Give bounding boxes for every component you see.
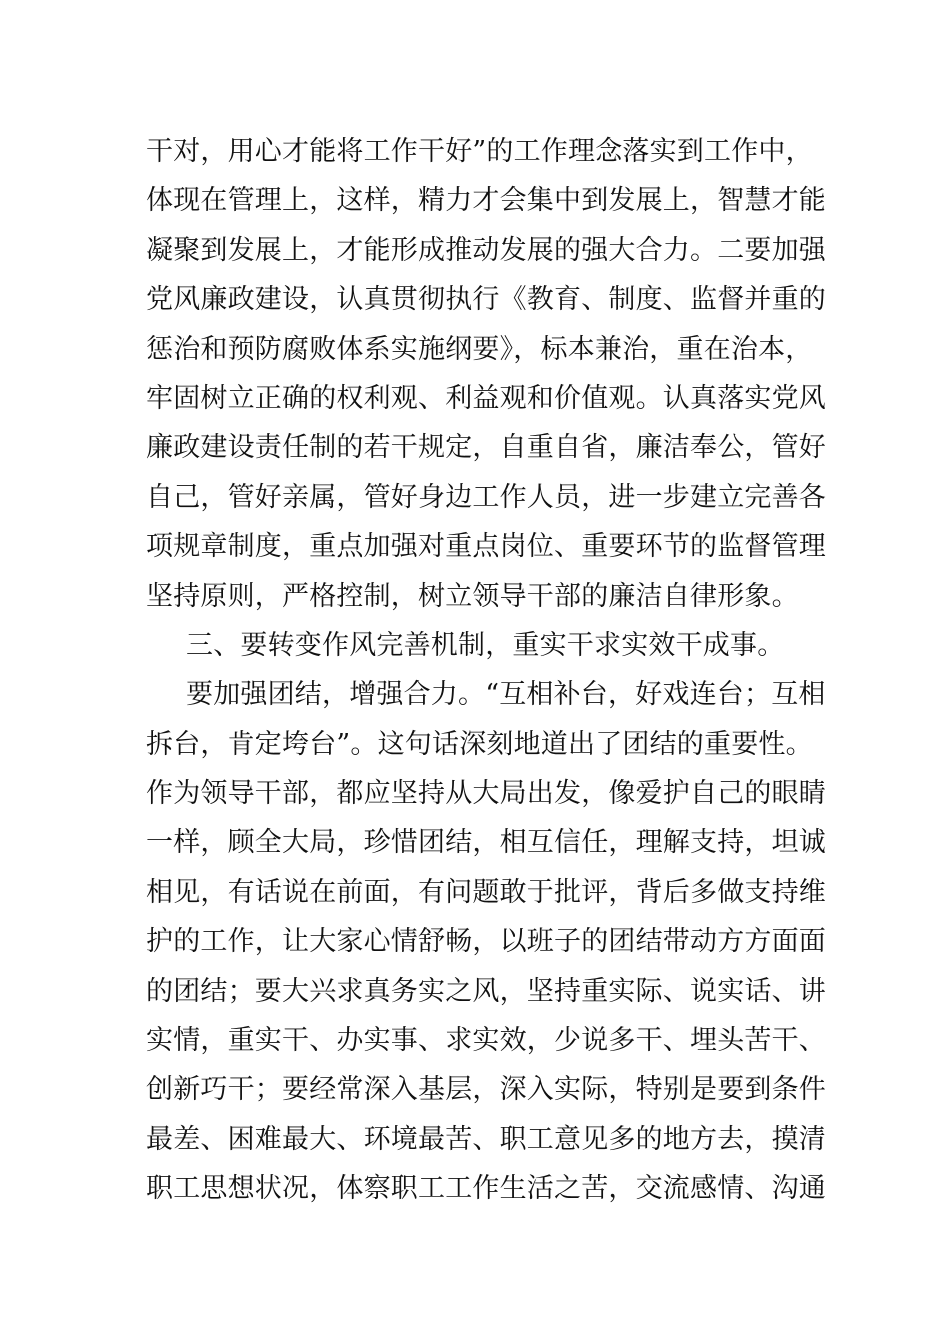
text-line: 的团结；要大兴求真务实之风，坚持重实际、说实话、讲	[146, 975, 826, 1007]
text-line: 最差、困难最大、环境最苦、职工意见多的地方去，摸清	[146, 1123, 826, 1155]
text-line: 作为领导干部，都应坚持从大局出发，像爱护自己的眼睛	[146, 778, 826, 810]
paragraph-start-line: 要加强团结，增强合力。“互相补台，好戏连台；互相	[186, 679, 826, 711]
text-line: 惩治和预防腐败体系实施纲要》，标本兼治，重在治本，	[146, 333, 813, 365]
text-line: 廉政建设责任制的若干规定，自重自省，廉洁奉公，管好	[146, 432, 826, 464]
section-heading: 三、要转变作风完善机制，重实干求实效干成事。	[186, 629, 785, 661]
text-line: 项规章制度，重点加强对重点岗位、重要环节的监督管理	[146, 531, 826, 563]
body-text	[146, 127, 826, 1214]
text-line: 坚持原则，严格控制，树立领导干部的廉洁自律形象。	[146, 580, 799, 612]
text-line: 护的工作，让大家心情舒畅，以班子的团结带动方方面面	[146, 926, 826, 958]
text-line: 凝聚到发展上，才能形成推动发展的强大合力。二要加强	[146, 234, 826, 266]
text-line: 体现在管理上，这样，精力才会集中到发展上，智慧才能	[146, 185, 826, 217]
text-line: 创新巧干；要经常深入基层，深入实际，特别是要到条件	[146, 1074, 826, 1106]
text-line: 一样，顾全大局，珍惜团结，相互信任，理解支持，坦诚	[146, 827, 826, 859]
text-line: 拆台，肯定垮台”。这句话深刻地道出了团结的重要性。	[146, 728, 813, 760]
text-line: 牢固树立正确的权利观、利益观和价值观。认真落实党风	[146, 382, 826, 414]
text-line: 实情，重实干、办实事、求实效，少说多干、埋头苦干、	[146, 1025, 826, 1057]
text-line: 职工思想状况，体察职工工作生活之苦，交流感情、沟通	[146, 1173, 826, 1205]
text-line: 自己，管好亲属，管好身边工作人员，进一步建立完善各	[146, 481, 826, 513]
text-line: 干对，用心才能将工作干好”的工作理念落实到工作中，	[146, 136, 813, 167]
text-line: 相见，有话说在前面，有问题敢于批评，背后多做支持维	[146, 876, 826, 908]
text-line: 党风廉政建设，认真贯彻执行《教育、制度、监督并重的	[146, 284, 826, 316]
